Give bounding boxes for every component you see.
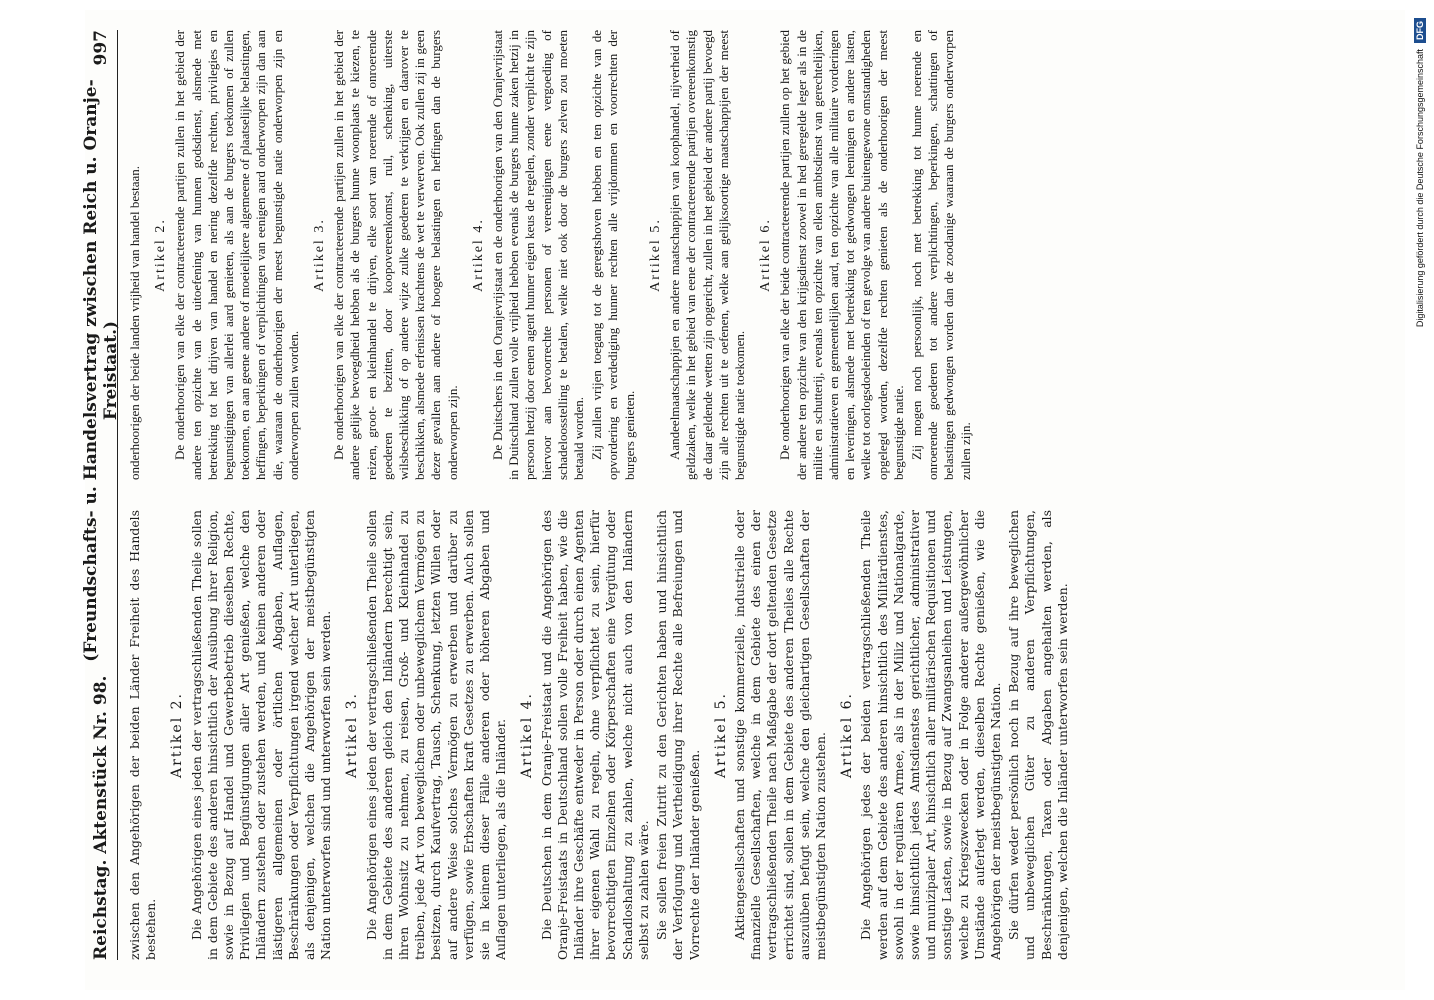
german-paragraph: Die Angehörigen eines jeden der vertragschließenden Theile sollen in dem Gebiete des anderen hinsichtlich der Ausübung ihrer Religion, sowie in Bezug auf Handel und Gewerbebetrieb dieselben Rechte, Privilegien und Begünstigungen aller Art genießen, welche den Inländern zustehen oder zustehen werden, und keinen anderen oder lästigeren allgemeinen oder örtlichen Abgaben, Auflagen, Beschränkungen oder Verpflichtungen irgend welcher Art unterliegen, als denjenigen, welchen die Angehörigen der meistbegünstigten Nation unterworfen sind und unterworfen sein werden. (188, 510, 334, 960)
page-number: 997 (91, 30, 111, 66)
german-article-heading: Artikel 6. (839, 692, 856, 778)
dutch-paragraph: De onderhoorigen van elke der contracteerende partijen zullen in het gebied der andere ten opzichte van de uitoefening van hunnen godsdienst, alsmede met betrekking tot het drijven van handel en nering dezelfde rechten, privilegies en begunstigingen van allerlei aard genieten, als aan de burgers toekomen of zullen toekomen, en aan geene andere of moeielijkere algemeene of plaatselijke belastingen, heffingen, beperkingen of verplichtingen van eenigen aard onderworpen zijn dan aan die, waaraan de onderhoorigen der meest begunstigde natie onderworpen zijn en onderworpen zullen worden. (172, 30, 301, 480)
dutch-paragraph: De onderhoorigen van elke der beide contracteerende partijen zullen op het gebied der andere ten opzichte van den krijgsdienst zoowel in hed geregelde leger als in de militie en schutterij, evenals ten opzichte van elken ambtsdienst van gerechtelijken, administratieven en gemeentelijken aard, ten opzichte van alle militaire vorderingen en leveringen, alsmede met betrekking tot gedwongen leeningen en andere lasten, welke tot oorlogsdoeleinden of ten gevolge van andere buitengewone omstandigheden opgelegd worden, dezelfde rechten genieten als de onderhoorigen der meest begunstigde natie. (777, 30, 906, 480)
dutch-paragraph: Aandeelmaatschappijen en andere maatschappijen van koophandel, nijverheid of geldzaken, welke in het gebied van eene der contracteerende partijen overeenkomstig de daar geldende wetten zijn opgericht, zullen in het gebied der andere partij bevoegd zijn alle rechten uit te oefenen, welke aan gelijksoortige maatschappijen der meest begunstigde natie toekomen. (667, 30, 747, 480)
german-intro: zwischen den Angehörigen der beiden Länder Freiheit des Handels bestehen. (127, 510, 159, 960)
header-title: (Freundschafts- u. Handelsvertrag zwischen Reich u. Oranje-Freistaat.) (81, 79, 121, 662)
digitization-note (1406, 8, 1432, 988)
german-column (127, 510, 1387, 960)
text-columns (127, 30, 1387, 960)
dutch-column (127, 30, 1387, 480)
dutch-intro: onderhoorigen der beide landen vrijheid van handel bestaan. (127, 165, 142, 480)
dutch-paragraph: De Duitschers in den Oranjevrijstaat en de onderhoorigen van den Oranjevrijstaat in Duitschland zullen volle vrijheid hebben evenals de burgers hunne zaken hetzij in persoon hetzij door eenen agent hunner eigen keus de regelen, zonder verplicht te zijn hiervoor aan bevoorrechte personen of vereenigingen eene vergoeding of schadeloosstelling te betalen, welke niet ook door de burgers zelven zou moeten betaald worden. (490, 30, 587, 480)
dutch-article-heading: Artikel 3. (312, 218, 328, 292)
german-article-heading: Artikel 2. (169, 692, 186, 778)
dutch-article-heading: Artikel 2. (153, 218, 169, 292)
header-left: Reichstag. Aktenstück Nr. 98. (91, 675, 111, 960)
german-article-heading: Artikel 4. (519, 692, 536, 778)
dutch-paragraph: De onderhoorigen van elke der contracteerende partijen zullen in het gebied der andere gelijke bevoegdheid hebben als de burgers hunne woonplaats te kiezen, te reizen, groot- en kleinhandel te drijven, elke soort van roerende of onroerende goederen te bezitten, door koopovereenkomst, ruil, schenking, uiterste wilsbeschikking of op andere wijze zulke goederen te verkrijgen en daarover te beschikken, alsmede erfenissen krachtens de wet te verwerven. Ook zullen zij in geen dezer gevallen aan andere of hoogere belastingen en heffingen dan de burgers onderworpen zijn. (331, 30, 460, 480)
rotated-sheet (81, 10, 1405, 990)
dutch-paragraph: Zij mogen noch persoonlijk, noch met betrekking tot hunne roerende en onroerende goederen tot andere verplichtingen, beperkingen, schattingen of belastingen gedwongen worden dan de zoodanige waaraan de burgers onderworpen zullen zijn. (908, 30, 973, 480)
german-paragraph: Die Deutschen in dem Oranje-Freistaat und die Angehörigen des Oranje-Freistaats in Deutschland sollen volle Freiheit haben, wie die Inländer ihre Geschäfte entweder in Person oder durch einen Agenten ihrer eigenen Wahl zu regeln, ohne verpflichtet zu sein, hierfür bevorrechtigten Einzelnen oder Körperschaften eine Vergütung oder Schadloshaltung zu zahlen, welche nicht auch von den Inländern selbst zu zahlen wäre. (538, 510, 651, 960)
dutch-article-heading: Artikel 5. (647, 218, 663, 292)
german-article-heading: Artikel 5. (712, 692, 729, 778)
digitization-text: Digitalisierung gefördert durch die Deutsche Forschungsgemeinschaft (1415, 49, 1425, 328)
german-paragraph: Aktiengesellschaften und sonstige kommerzielle, industrielle oder finanzielle Gesellschaften, welche in dem Gebiete des einen der vertragschließenden Theile nach Maßgabe der dort geltenden Gesetze errichtet sind, sollen in dem Gebiete des anderen Theiles alle Rechte auszuüben befugt sein, welche den gleichartigen Gesellschaften der meistbegünstigten Nation zustehen. (731, 510, 828, 960)
scanned-page (81, 10, 1405, 990)
german-article-heading: Artikel 3. (344, 692, 361, 778)
german-paragraph: Die Angehörigen eines jeden der vertragschließenden Theile sollen in dem Gebiete des anderen gleich den Inländern berechtigt sein, ihren Wohnsitz zu nehmen, zu reisen, Groß- und Kleinhandel zu treiben, jede Art von beweglichem oder unbeweglichem Vermögen zu besitzen, durch Kaufvertrag, Tausch, Schenkung, letzten Willen oder auf andere Weise solches Vermögen zu erwerben und darüber zu verfügen, sowie Erbschaften kraft Gesetzes zu erwerben. Auch sollen sie in keinem dieser Fälle anderen oder höheren Abgaben und Auflagen unterliegen, als die Inländer. (363, 510, 509, 960)
german-paragraph: Die Angehörigen jedes der beiden vertragschließenden Theile werden auf dem Gebiete des anderen hinsichtlich des Militärdienstes, sowohl in der regulären Armee, als in der Miliz und Nationalgarde, sowie hinsichtlich jedes Amtsdienstes gerichtlicher, administrativer und munizipaler Art, hinsichtlich aller militärischen Requisitionen und sonstige Lasten, sowie in Bezug auf Zwangsanleihen und Leistungen, welche zu Kriegszwecken oder in Folge anderer außergewöhnlicher Umstände auferlegt werden, dieselben Rechte genießen, wie die Angehörigen der meistbegünstigten Nation. (858, 510, 1003, 960)
german-paragraph: Sie dürfen weder persönlich noch in Bezug auf ihre beweglichen und unbeweglichen Güter zu anderen Verpflichtungen, Beschränkungen, Taxen oder Abgaben angehalten werden, als denjenigen, welchen die Inländer unterworfen sein werden. (1006, 510, 1070, 960)
german-paragraph: Sie sollen freien Zutritt zu den Gerichten haben und hinsichtlich der Verfolgung und Vertheidigung ihrer Rechte alle Befreiungen und Vorrechte der Inländer genießen. (654, 510, 702, 960)
dfg-logo: DFG (1414, 18, 1426, 43)
page-header (81, 30, 121, 960)
dutch-article-heading: Artikel 6. (758, 218, 774, 292)
dutch-article-heading: Artikel 4. (470, 218, 486, 292)
dutch-paragraph: Zij zullen vrijen toegang tot de geregtshoven hebben en ten opzichte van de opvordering en verdediging hunner rechten alle vrijdommen en voorrechten der burgers genieten. (589, 30, 637, 480)
